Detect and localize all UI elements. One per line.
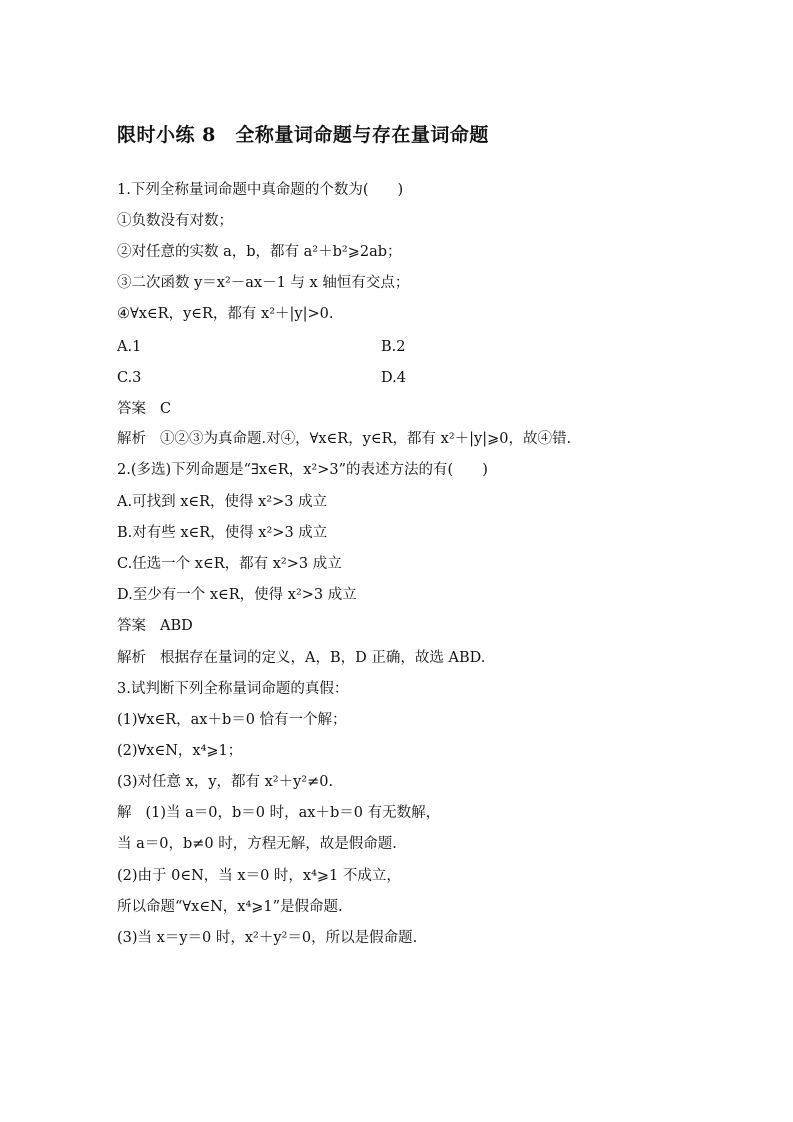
solution-text: (1)当 a＝0，b＝0 时，ax＋b＝0 有无数解， (145, 805, 441, 821)
option-d: D.4 (381, 370, 406, 386)
analysis-text: 根据存在量词的定义，A，B，D 正确，故选 ABD. (160, 650, 486, 666)
analysis-label: 解析 (117, 650, 146, 666)
solution-label: 解 (117, 805, 132, 821)
question-3-stem: 3.试判断下列全称量词命题的真假： (117, 681, 349, 697)
answer-label: 答案 (117, 618, 146, 634)
question-2-stem: 2.(多选)下列命题是“∃x∈R，x²>3”的表述方法的有( ) (117, 462, 488, 478)
analysis-label: 解析 (117, 431, 146, 447)
question-1-stem: 1.下列全称量词命题中真命题的个数为( ) (117, 182, 404, 198)
answer-label: 答案 (117, 401, 146, 417)
option-c: C.3 (117, 370, 142, 386)
sub-question-1: (1)∀x∈R，ax＋b＝0 恰有一个解； (117, 712, 347, 728)
statement-1: ①负数没有对数； (117, 213, 233, 229)
option-2d: D.至少有一个 x∈R，使得 x²>3 成立 (117, 587, 357, 603)
statement-2: ②对任意的实数 a，b，都有 a²＋b²⩾2ab； (117, 244, 402, 260)
answer-1 (117, 399, 171, 419)
statement-4: ④∀x∈R，y∈R，都有 x²＋|y|>0. (117, 306, 334, 322)
option-2c: C.任选一个 x∈R，都有 x²>3 成立 (117, 556, 342, 572)
solution-1-cont: 当 a＝0，b≠0 时，方程无解，故是假命题. (117, 836, 397, 852)
analysis-text: ①②③为真命题.对④，∀x∈R，y∈R，都有 x²＋|y|⩾0，故④错. (160, 431, 572, 447)
solution-3: (3)当 x＝y＝0 时，x²＋y²＝0，所以是假命题. (117, 930, 418, 946)
solution-2-cont: 所以命题“∀x∈N，x⁴⩾1”是假命题. (117, 899, 343, 915)
sub-question-3: (3)对任意 x，y，都有 x²＋y²≠0. (117, 774, 334, 790)
solution-2: (2)由于 0∈N，当 x＝0 时，x⁴⩾1 不成立， (117, 868, 401, 884)
answer-value: ABD (160, 618, 193, 634)
statement-3: ③二次函数 y＝x²－ax－1 与 x 轴恒有交点； (117, 275, 410, 291)
option-a: A.1 (117, 339, 142, 355)
option-b: B.2 (381, 339, 406, 355)
answer-2 (117, 616, 193, 636)
analysis-1 (117, 429, 571, 449)
option-2a: A.可找到 x∈R，使得 x²>3 成立 (117, 494, 328, 510)
page-title: 限时小练 8 全称量词命题与存在量词命题 (117, 124, 489, 146)
sub-question-2: (2)∀x∈N，x⁴⩾1； (117, 743, 243, 759)
option-2b: B.对有些 x∈R，使得 x²>3 成立 (117, 525, 328, 541)
solution-1 (117, 803, 440, 823)
analysis-2 (117, 648, 485, 668)
answer-value: C (160, 401, 172, 417)
